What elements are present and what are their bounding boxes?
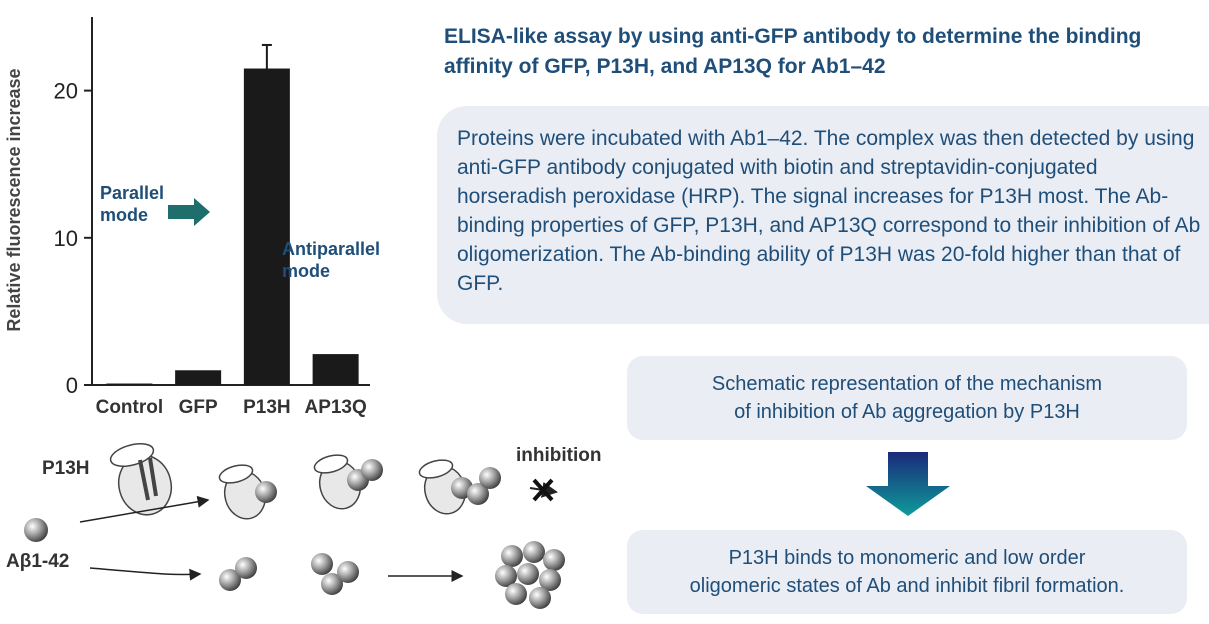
chart-labels — [96, 397, 367, 418]
result-box — [627, 530, 1187, 614]
abeta-monomer-icon — [24, 518, 48, 542]
bar — [175, 370, 221, 385]
reaction-arrow-icon — [90, 568, 200, 575]
bar — [244, 69, 290, 385]
description-panel — [437, 106, 1209, 324]
y-axis-label: Relative fluorescence increase — [4, 68, 24, 332]
x-tick-label: GFP — [178, 397, 218, 418]
p13h-label: P13H — [42, 458, 90, 479]
x-tick-label: P13H — [243, 397, 291, 418]
abeta-label: Aβ1-42 — [6, 551, 70, 572]
result-text: P13H binds to monomeric and low order oligomeric states of Ab and inhibit fibril formation. — [689, 547, 1125, 597]
abeta-oligomer-icon — [311, 553, 359, 595]
p13h-complex-icon — [218, 462, 277, 523]
parallel-mode-label: Parallel mode — [100, 183, 165, 225]
antiparallel-mode-label: Antiparallel mode — [282, 239, 381, 281]
description-text: Proteins were incubated with Ab1–42. The complex was then detected by using anti-GFP antibody conjugated with biotin and streptavidin-conjugated horseradish peroxidase (HRP). The signal increases for P13H most. The Ab-binding properties of GFP, P13H, and AP13Q correspond to their inhibition of Ab oligomerization. The Ab-binding ability of P13H was 20-fold higher than that of GFP. — [457, 127, 1201, 295]
x-tick-label: Control — [95, 397, 164, 418]
bar — [106, 384, 152, 386]
schematic-text: Schematic representation of the mechanism of inhibition of Ab aggregation by P13H — [711, 373, 1103, 423]
page-title: ELISA-like assay by using anti-GFP antibody to determine the binding affinity of GFP, P13H, and AP13Q for Ab1–42 — [444, 25, 1142, 78]
p13h-complex-icon — [313, 452, 383, 513]
y-tick-label: 0 — [65, 373, 78, 398]
x-tick-label: AP13Q — [304, 397, 367, 418]
inhibition-label: inhibition — [516, 445, 602, 466]
y-tick-label: 10 — [53, 225, 78, 251]
down-arrow-icon — [862, 452, 954, 518]
schematic-box — [627, 356, 1187, 440]
abeta-fibril-icon — [495, 541, 565, 609]
mechanism-illustration — [0, 430, 620, 624]
bar — [313, 354, 359, 385]
p13h-complex-icon — [418, 457, 501, 518]
abeta-dimer-icon — [219, 557, 257, 591]
y-tick-label: 20 — [53, 78, 78, 104]
p13h-barrel-icon — [108, 440, 178, 521]
parallel-arrow-icon — [168, 198, 212, 226]
inhibition-cross-icon — [530, 480, 556, 500]
